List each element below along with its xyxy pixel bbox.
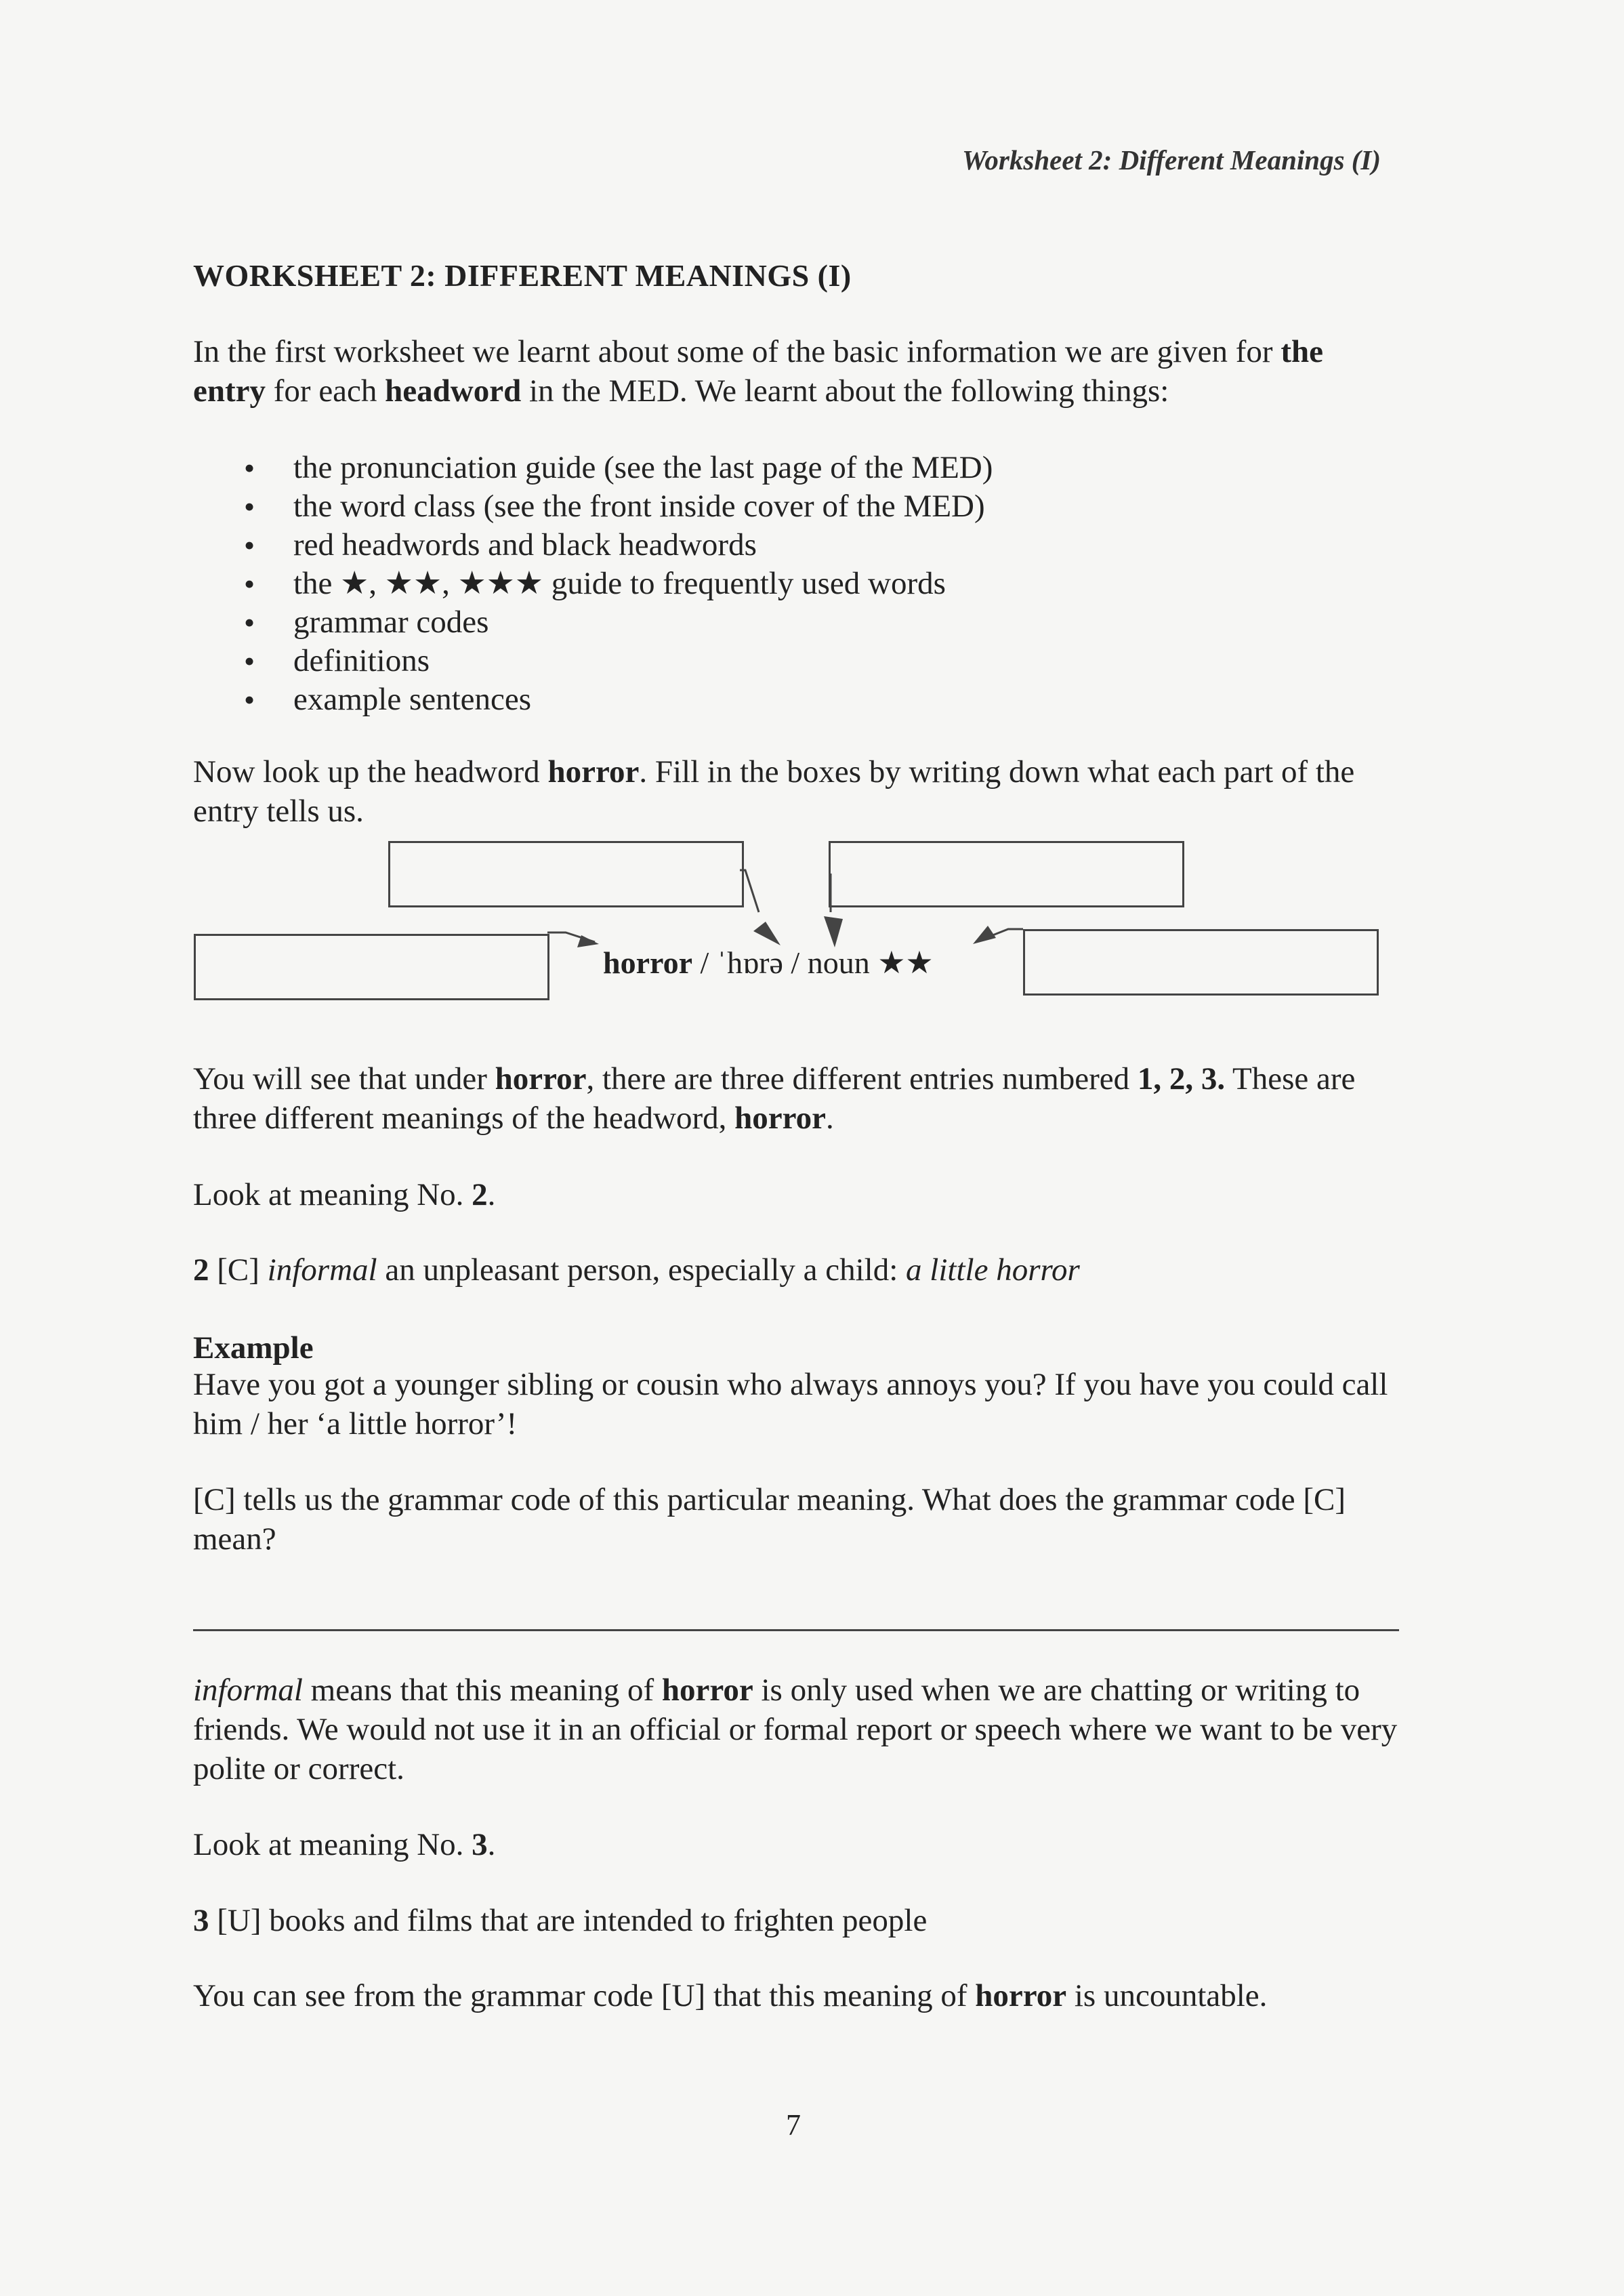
list-item: • the pronunciation guide (see the last page of the MED): [244, 449, 993, 487]
entry-frequency-stars: ★★: [869, 945, 934, 980]
intro-paragraph: In the first worksheet we learnt about some of the basic information we are given for the entry for each headword in the MED. We learnt about the following things:: [193, 334, 1323, 409]
example-text: Have you got a younger sibling or cousin who always annoys you? If you have you could call him / her ‘a little horror’!: [193, 1367, 1388, 1441]
list-item: • red headwords and black headwords: [244, 526, 993, 565]
running-head: Worksheet 2: Different Meanings (I): [962, 144, 1381, 176]
grammar-question: [C] tells us the grammar code of this particular meaning. What does the grammar code [C] mean?: [193, 1482, 1346, 1557]
entry-word-class: noun: [807, 945, 870, 980]
list-item: • the ★, ★★, ★★★ guide to frequently used words: [244, 565, 993, 603]
list-item: • definitions: [244, 642, 993, 680]
uncountable-note: You can see from the grammar code [U] that this meaning of horror is uncountable.: [193, 1978, 1268, 2013]
lookup-instruction: Now look up the headword horror. Fill in the boxes by writing down what each part of the entry tells us.: [193, 754, 1355, 829]
look-meaning-2: Look at meaning No. 2.: [193, 1177, 496, 1212]
entry-pronunciation: / ˈhɒrə /: [692, 945, 808, 980]
list-item: • grammar codes: [244, 603, 993, 642]
example-heading: Example: [193, 1330, 314, 1366]
look-meaning-3: Look at meaning No. 3.: [193, 1827, 496, 1862]
informal-explanation: informal means that this meaning of horror is only used when we are chatting or writing to friends. We would not use it in an official or formal report or speech where we want to be very polite or correct.: [193, 1673, 1398, 1786]
page-number: 7: [786, 2108, 801, 2141]
meanings-intro: You will see that under horror, there are three different entries numbered 1, 2, 3. These are three different meanings of the headword, horror.: [193, 1061, 1356, 1136]
meaning-2-definition: 2 [C] informal an unpleasant person, especially a child: a little horror: [193, 1252, 1080, 1288]
answer-line[interactable]: [193, 1629, 1399, 1631]
list-item: • example sentences: [244, 680, 993, 719]
meaning-3-definition: 3 [U] books and films that are intended to frighten people: [193, 1903, 928, 1938]
page-title: WORKSHEET 2: DIFFERENT MEANINGS (I): [193, 258, 852, 293]
list-item: • the word class (see the front inside cover of the MED): [244, 487, 993, 526]
dictionary-entry: [603, 944, 934, 981]
entry-headword: horror: [603, 945, 693, 980]
